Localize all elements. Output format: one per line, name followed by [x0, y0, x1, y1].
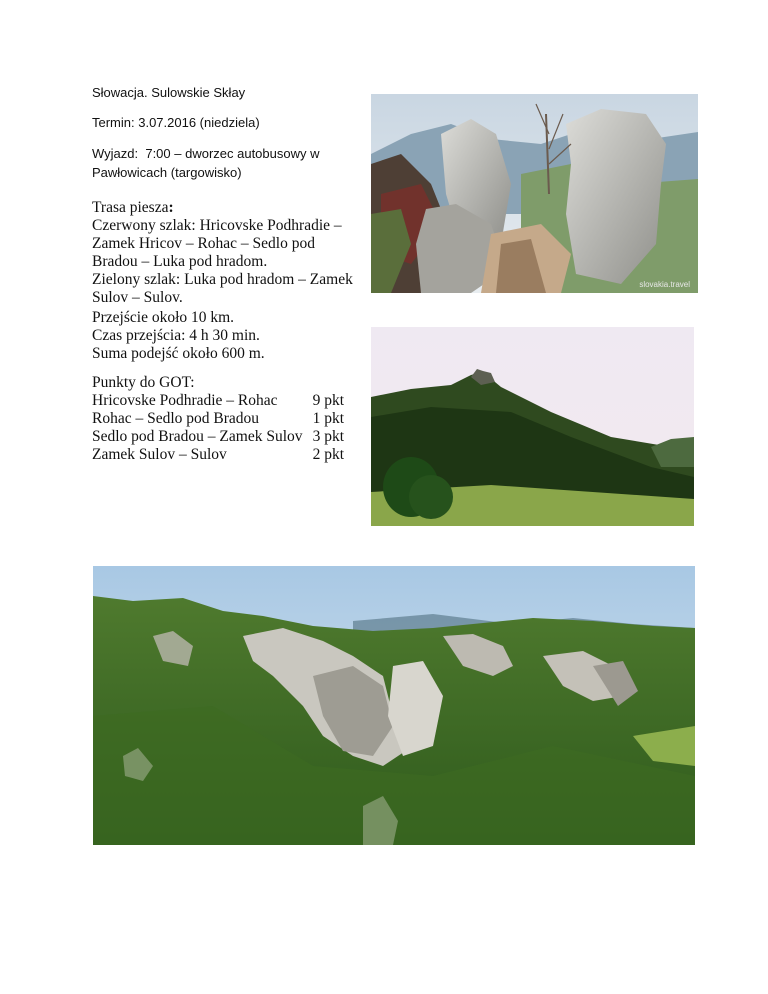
rock-formations-image [371, 94, 698, 293]
panorama-image [93, 566, 695, 845]
got-row [92, 428, 344, 446]
departure-info [92, 144, 320, 182]
got-segment: Hricovske Podhradie – Rohac [92, 392, 278, 409]
photo-forested-hill [371, 327, 694, 526]
got-row [92, 446, 344, 464]
document-title: Słowacja. Sulowskie Skłay [92, 85, 246, 100]
photo-watermark: slovakia.travel [639, 280, 690, 289]
route-heading-text: Trasa piesza [92, 199, 169, 216]
route-line-2: Zamek Hricov – Rohac – Sedlo pod [92, 235, 315, 252]
route-line-3: Bradou – Luka pod hradom. [92, 253, 268, 270]
route-heading-colon: : [168, 199, 174, 216]
departure-line-1: Wyjazd: 7:00 – dworzec autobusowy w [92, 146, 320, 161]
departure-line-2: Pawłowicach (targowisko) [92, 165, 242, 180]
got-row [92, 410, 344, 428]
route-line-1: Czerwony szlak: Hricovske Podhradie – [92, 217, 342, 234]
trip-date: Termin: 3.07.2016 (niedziela) [92, 115, 260, 130]
stats-section [92, 309, 265, 363]
got-section [92, 374, 344, 464]
got-points: 3 pkt [312, 428, 344, 445]
got-row [92, 392, 344, 410]
stat-ascent: Suma podejść około 600 m. [92, 345, 265, 362]
photo-rock-formations [371, 94, 698, 293]
photo-panorama [93, 566, 695, 845]
got-segment: Sedlo pod Bradou – Zamek Sulov [92, 428, 303, 445]
got-points: 2 pkt [312, 446, 344, 463]
stat-time: Czas przejścia: 4 h 30 min. [92, 327, 260, 344]
route-section [92, 199, 353, 307]
got-points: 9 pkt [312, 392, 344, 409]
forested-hill-image [371, 327, 694, 526]
got-points: 1 pkt [312, 410, 344, 427]
stat-distance: Przejście około 10 km. [92, 309, 235, 326]
route-line-4: Zielony szlak: Luka pod hradom – Zamek [92, 271, 353, 288]
route-line-5: Sulov – Sulov. [92, 289, 183, 306]
got-heading: Punkty do GOT: [92, 374, 195, 391]
got-segment: Rohac – Sedlo pod Bradou [92, 410, 260, 427]
got-segment: Zamek Sulov – Sulov [92, 446, 227, 463]
route-heading [92, 199, 353, 217]
